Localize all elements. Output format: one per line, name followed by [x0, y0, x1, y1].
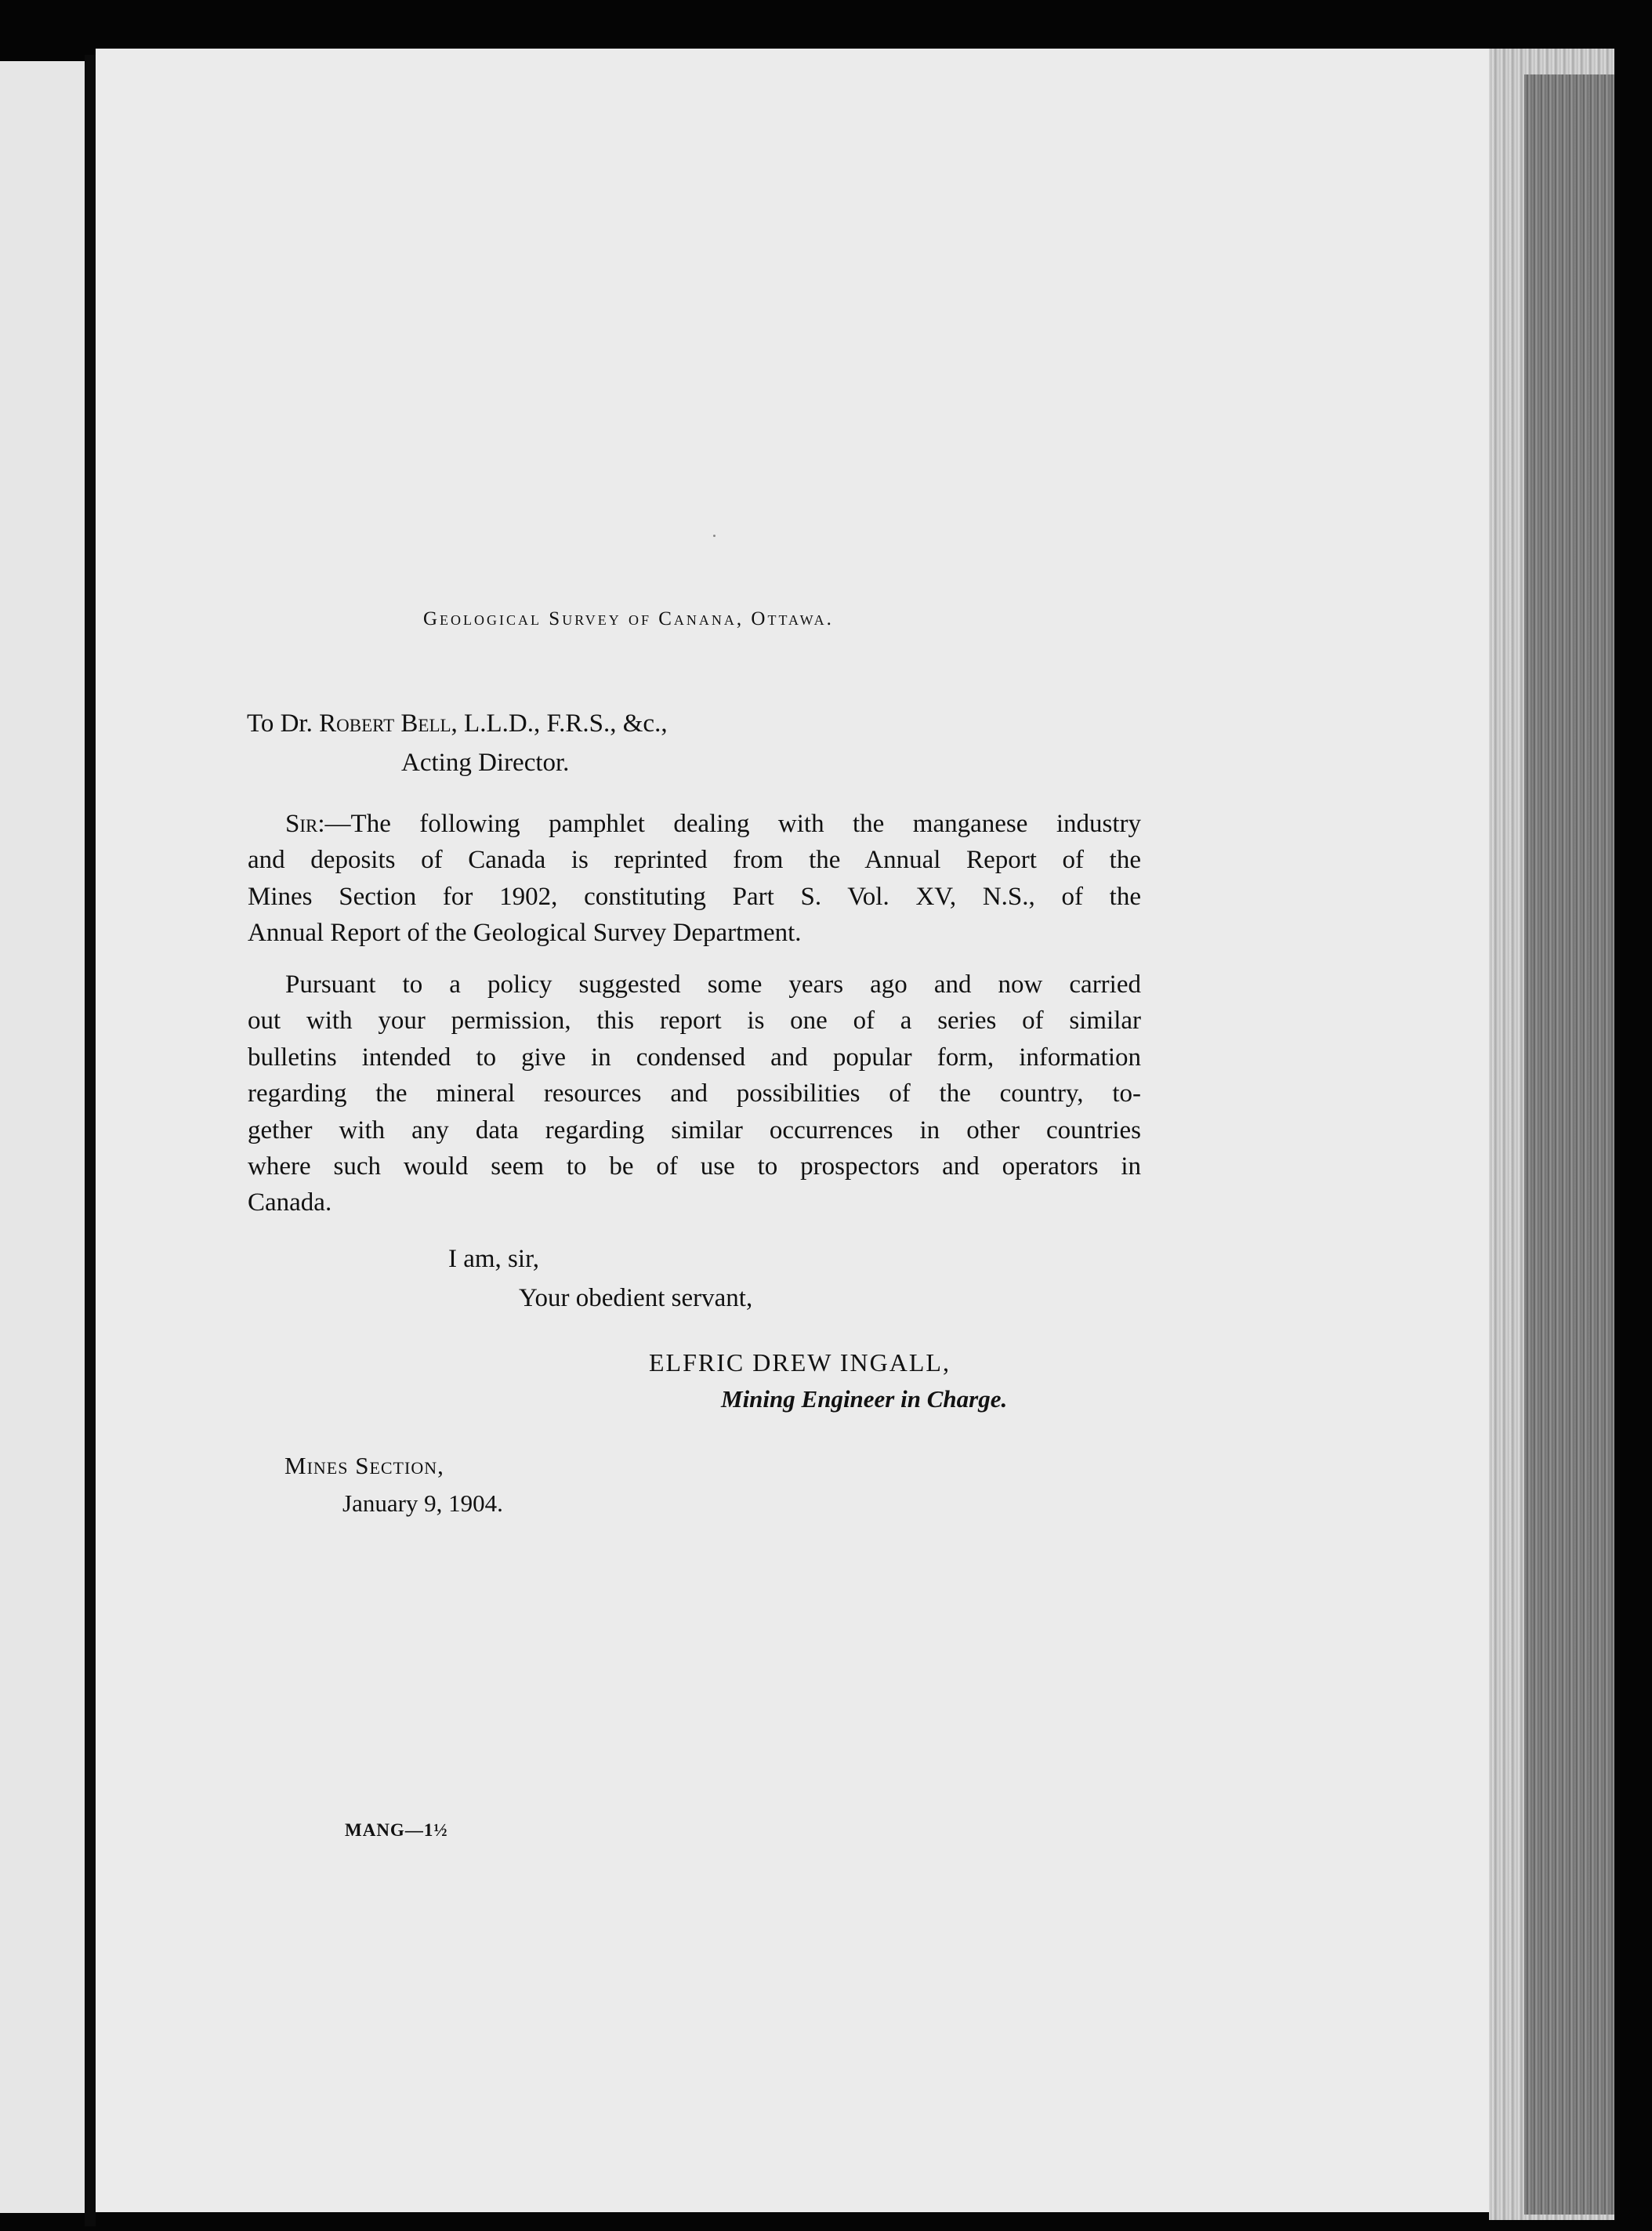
scan-speck — [713, 535, 716, 537]
paragraph-2-line: where such would seem to be of use to prospectors and operators in — [248, 1152, 1141, 1181]
book-page-edges-shadow — [1524, 74, 1614, 2215]
signatory-name: ELFRIC DREW INGALL, — [649, 1348, 951, 1377]
paragraph-1-line: Mines Section for 1902, constituting Part S. Vol. XV, N.S., of the — [248, 882, 1141, 911]
addressee-name: Robert Bell, — [319, 709, 458, 738]
salutation: Sir: — [285, 810, 325, 838]
book-gutter — [85, 55, 96, 2226]
paragraph-1-line: and deposits of Canada is reprinted from the Annual Report of the — [248, 846, 1141, 875]
addressee-credentials: L.L.D., F.R.S., &c., — [464, 709, 668, 738]
paragraph-1-line — [248, 806, 1141, 842]
closing-line-2: Your obedient servant, — [519, 1284, 753, 1312]
paragraph-2-line: regarding the mineral resources and possibilities of the country, to- — [248, 1079, 1141, 1108]
addressee-prefix: To Dr. — [247, 709, 313, 738]
signatory-title: Mining Engineer in Charge. — [721, 1385, 1008, 1413]
paragraph-1-line-text: —The following pamphlet dealing with the manganese industry — [324, 810, 1141, 838]
section-name: Mines Section, — [284, 1452, 444, 1479]
paragraph-2-line: Pursuant to a policy suggested some years ago and now carried — [285, 970, 1141, 999]
closing-line-1: I am, sir, — [448, 1245, 539, 1273]
previous-page-edge — [0, 61, 85, 2213]
paragraph-2 — [248, 967, 1141, 1221]
addressee-line-1 — [247, 709, 668, 738]
paragraph-2-line: Canada. — [248, 1188, 332, 1217]
addressee-line-2: Acting Director. — [401, 749, 570, 777]
document-header: Geological Survey of Canana, Ottawa. — [423, 608, 834, 629]
paragraph-1-line: Annual Report of the Geological Survey Department. — [248, 919, 802, 948]
paragraph-2-line: out with your permission, this report is one of a series of similar — [248, 1007, 1141, 1036]
letter-date: January 9, 1904. — [342, 1489, 503, 1517]
printer-signature-mark: MANG—1½ — [345, 1820, 448, 1840]
paragraph-1 — [248, 806, 1141, 952]
paragraph-2-line: bulletins intended to give in condensed and popular form, information — [248, 1043, 1141, 1072]
paragraph-2-line: gether with any data regarding similar occurrences in other countries — [248, 1116, 1141, 1145]
